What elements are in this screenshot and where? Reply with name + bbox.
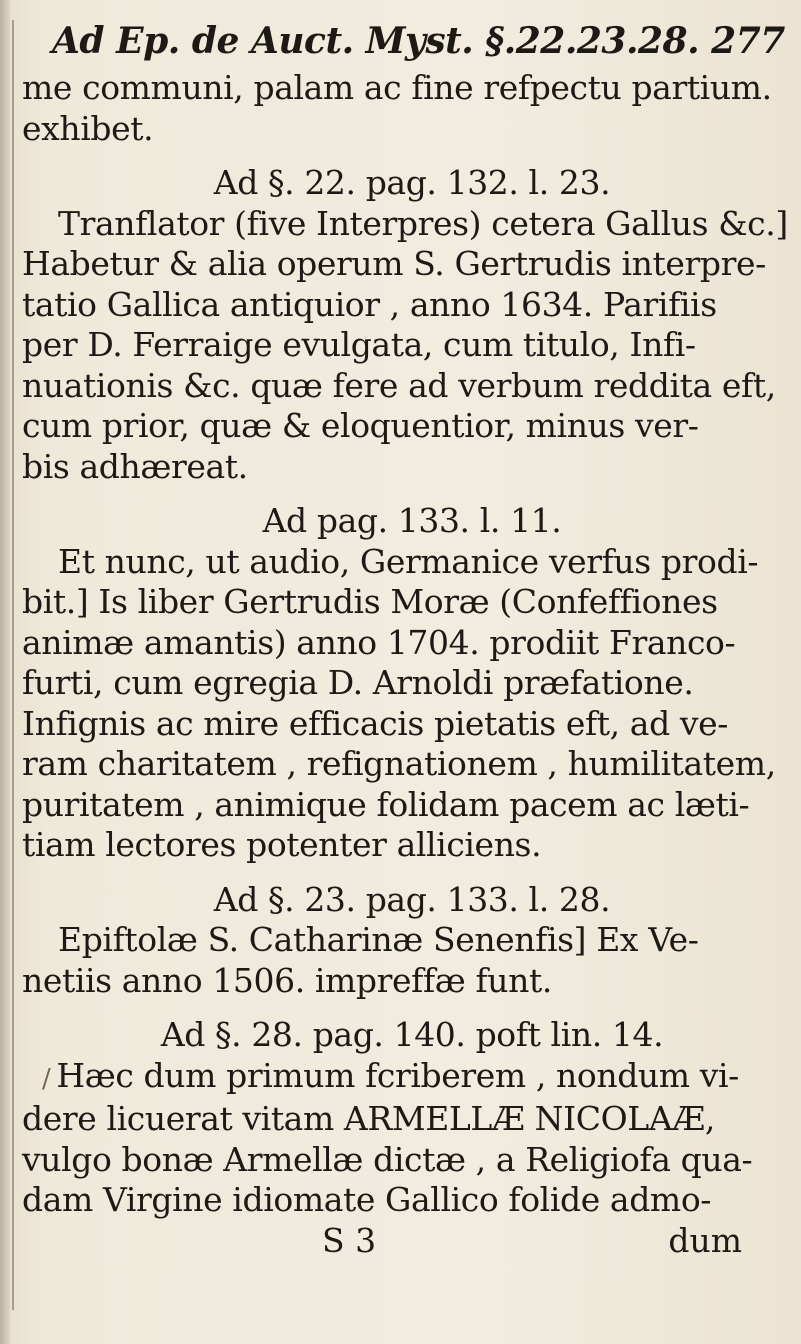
text-line: Habetur & alia operum S. Gertrudis interpre- (22, 244, 766, 283)
section-heading: Ad §. 22. pag. 132. l. 23. (213, 163, 611, 202)
text-line: Et nunc, ut audio, Germanice verfus prodi- (58, 541, 759, 581)
section-heading: Ad pag. 133. l. 11. (262, 501, 562, 540)
text-line: animæ amantis) anno 1704. prodiit Franco- (22, 622, 736, 662)
text-line-content: Hæc dum primum fcriberem , nondum vi- (56, 1055, 739, 1095)
page-text (22, 20, 788, 1261)
text-line: exhibet. (22, 108, 154, 148)
running-header: Ad Ep. de Auct. Myst. §.22.23.28. 277 (52, 20, 785, 62)
text-line: Epiftolæ S. Catharinæ Senenfis] Ex Ve- (58, 920, 699, 959)
text-line: tiam lectores potenter alliciens. (22, 825, 542, 864)
section-heading: Ad §. 28. pag. 140. poft lin. 14. (160, 1015, 664, 1054)
margin-mark: / (42, 1063, 51, 1094)
page-footer (22, 1221, 782, 1261)
text-line: puritatem , animique folidam pacem ac læti- (22, 784, 750, 824)
text-line: ram charitatem , refignationem , humilitatem, (22, 744, 776, 783)
signature-mark: S 3 (322, 1220, 377, 1260)
margin-line (12, 20, 14, 1310)
text-line: dam Virgine idiomate Gallico folide admo- (22, 1180, 712, 1219)
text-line: bis adhæreat. (22, 446, 248, 486)
section-heading: Ad §. 23. pag. 133. l. 28. (213, 879, 611, 919)
text-line (22, 1056, 782, 1100)
text-line: tatio Gallica antiquior , anno 1634. Parifiis (22, 284, 717, 324)
text-line: furti, cum egregia D. Arnoldi præfatione. (22, 663, 694, 702)
text-line: nuationis &c. quæ fere ad verbum reddita eft, (22, 365, 776, 405)
text-line: cum prior, quæ & eloquentior, minus ver- (22, 406, 699, 445)
text-line: me communi, palam ac fine refpectu partium. (22, 68, 772, 107)
page-gutter (0, 0, 10, 1344)
text-line: netiis anno 1506. impreffæ funt. (22, 960, 552, 1000)
text-line: dere licuerat vitam ARMELLÆ NICOLAÆ, (22, 1099, 715, 1138)
catchword: dum (668, 1220, 742, 1260)
text-line: vulgo bonæ Armellæ dictæ , a Religiofa qua- (22, 1139, 753, 1179)
text-line: per D. Ferraige evulgata, cum titulo, Infi- (22, 325, 696, 364)
text-line: Tranflator (five Interpres) cetera Gallus &c.] (58, 203, 788, 243)
text-line: bit.] Is liber Gertrudis Moræ (Confeffiones (22, 582, 718, 621)
text-line: Infignis ac mire efficacis pietatis eft, ad ve- (22, 703, 729, 743)
